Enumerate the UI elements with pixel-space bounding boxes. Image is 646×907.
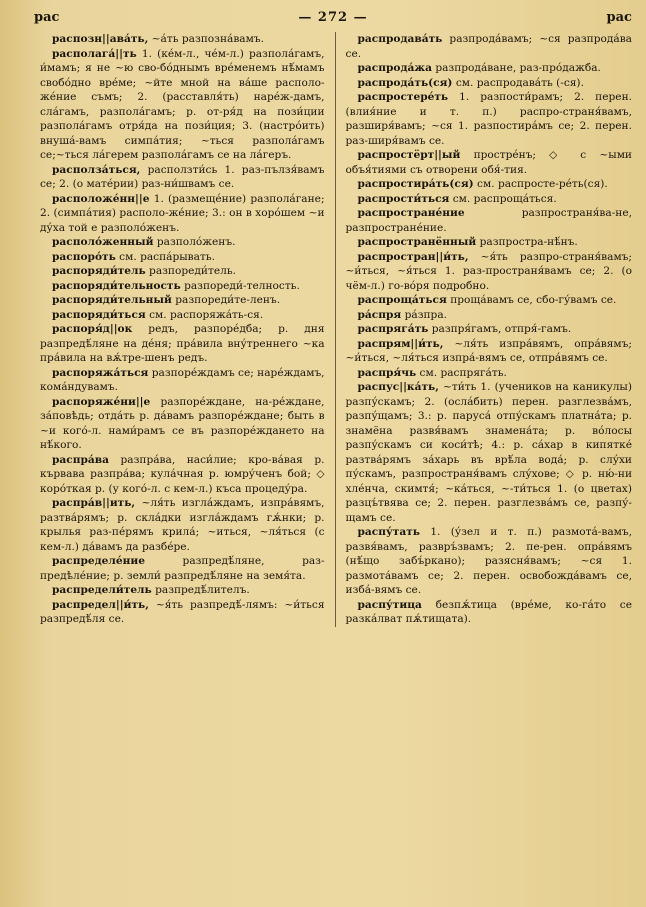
entry-definition: разполо́женъ. <box>156 236 236 248</box>
entry-headword: распредел||и́ть, <box>52 598 149 611</box>
entry-definition: разпореди́те-ленъ. <box>175 294 281 306</box>
entry-headword: распрости́ться <box>357 192 450 205</box>
entry-definition: разпореди́-телность. <box>184 279 300 292</box>
dictionary-entry <box>346 308 632 323</box>
page-header <box>34 10 632 32</box>
entry-definition: разпредѣ́лителъ. <box>155 584 250 596</box>
entry-headword: распрода́ть(ся) <box>357 76 453 89</box>
running-head-left: рас <box>34 10 60 25</box>
dictionary-entry <box>40 598 325 627</box>
entry-definition: безпѫ́тица (вре́ме, ко-га́то се разка́лват пѫ́тищата). <box>345 598 632 625</box>
column-divider <box>335 32 336 627</box>
columns <box>40 32 632 627</box>
entry-definition: 1. (ке́м-л., че́м-л.) разпола́гамъ, и́мамъ; я не ~ю сво-бо́днымъ вре́менемъ нѣ́мамъ свобо́дно вре́ме; ~йте мной на ва́ше располо-же́ние съмъ; 2. (расставля́ть) наре́ж-дамъ, сла́гамъ, разпола́гамъ; р. от-ря́д на пози́ции разпола́гамъ отря́да на пози́ция; 3. (настро́ить) внуша́-вамъ симпа́тия; ~ться разпола́гамъ се;~ться ла́герем разпола́гамъ се на ла́геръ. <box>40 47 325 161</box>
entry-definition: ~ти́ть 1. (учеников на каникулы) разпу́скамъ; 2. (осла́бить) перен. разглезва́мъ, разпу́щамъ; 3.: р. паруса́ отпу́скамъ платна́та; р. знамёна развя́вамъ знамена́та; р. во́лосы разпу́скамъ си коси́тѣ; 4.: р. са́хар в кипятке́ разтва́рямъ за́харь въ врѣ́ла вода́; р. слу́хи пу́скамъ, разпространя́вамъ слу́хове; ◇ р. ню́-ни хле́нча, скимтя́; ~ка́ться, ~-ти́ться 1. (о цветах) разцъ́твява се; 2. перен. разглезва́мъ се, разпу́-щамъ се. <box>345 381 633 524</box>
entry-definition: простре́нъ; ◇ с ~ыми объя́тиями съ отворени обя́-тия. <box>345 149 632 176</box>
entry-definition: см. распродава́ть (-ся). <box>455 76 584 89</box>
dictionary-entry <box>346 90 632 148</box>
entry-headword: распу́тать <box>357 526 420 538</box>
entry-definition: 1. (размеще́ние) разпола́гане; 2. (симпа́тия) располо-же́ние; 3.: он в хоро́шем ~и ду́ха той е разполо́женъ. <box>40 192 325 234</box>
entry-headword: распределе́ние <box>52 555 145 567</box>
dictionary-entry <box>40 554 325 583</box>
entry-headword: распростира́ть(ся) <box>357 178 474 190</box>
entry-definition: 1. (у́зел и т. п.) размота́-вамъ, развя́вамъ, развръ́звамъ; 2. пе-рен. опра́вямъ (нѣ́що забъ́ркано); разясня́вамъ; ~ся 1. размота́вамъ се; 2. перен. освобожда́вамъ се, изба́-вямъ се. <box>345 526 632 596</box>
dictionary-entry <box>346 206 632 235</box>
dictionary-entry <box>40 163 325 192</box>
dictionary-entry <box>40 47 325 163</box>
entry-definition: см. распоряжа́ть-ся. <box>149 308 264 321</box>
dictionary-entry <box>346 192 632 207</box>
entry-definition: разпростра-нѣ́нъ. <box>479 236 578 248</box>
entry-definition: 1. разпости́рамъ; 2. перен. (влия́ние и т. п.) распро-страня́вамъ, разширя́вамъ; ~ся 1. разпостира́мъ се; 2. перен. раз-ширя́вамъ се. <box>345 91 632 147</box>
dictionary-entry <box>346 61 632 76</box>
entry-headword: располо́женный <box>52 236 154 248</box>
left-column <box>40 32 325 627</box>
entry-definition: ~я́ть разпредѣ́-лямъ: ~и́ться разпредѣ́ля се. <box>40 598 325 625</box>
entry-headword: распростере́ть <box>357 91 449 103</box>
entry-headword: распус||ка́ть, <box>357 381 439 393</box>
dictionary-entry <box>346 598 632 627</box>
entry-definition: ~ля́ть изпра́вямъ, опра́вямъ; ~и́ться, ~ля́ться изпра́-вямъ се, отпра́вямъ се. <box>345 337 632 364</box>
entry-headword: распра́ва <box>52 453 109 466</box>
entry-definition: редъ, разпоре́дба; р. дня разпредѣ́ляне на де́ня; пра́вила вну́треннего ~ка пра́вила на вѫ́тре-шенъ редъ. <box>40 323 325 364</box>
dictionary-entry <box>346 235 632 250</box>
dictionary-entry <box>346 148 632 177</box>
entry-definition: разпредѣ́ляне, раз-предѣле́ние; р. земли́ разпредѣ́ляне на земя́та. <box>40 555 325 582</box>
dictionary-entry <box>40 308 325 323</box>
entry-headword: распоряже́ни||е <box>52 395 151 408</box>
dictionary-entry <box>346 76 632 91</box>
dictionary-entry <box>346 525 632 598</box>
entry-headword: распоряжа́ться <box>52 366 149 379</box>
entry-headword: распрям||и́ть, <box>357 337 444 350</box>
dictionary-entry <box>346 32 632 61</box>
dictionary-entry <box>346 380 632 525</box>
right-column <box>346 32 632 627</box>
entry-headword: распра́в||ить, <box>52 497 136 509</box>
entry-definition: разпрода́вамъ; ~ся разпрода́ва се. <box>345 33 632 60</box>
entry-definition: см. распроща́ться. <box>452 192 557 205</box>
dictionary-entry <box>40 293 325 308</box>
entry-headword: распоряди́тель <box>52 265 146 277</box>
entry-definition: расползти́сь 1. раз-пълзя́вамъ се; 2. (о мате́рии) раз-ни́швамъ се. <box>40 163 325 190</box>
entry-definition: разпря́гамъ, отпря́-гамъ. <box>431 323 572 335</box>
entry-definition: ра́зпра. <box>404 308 448 321</box>
entry-headword: распростране́ние <box>357 207 465 219</box>
entry-definition: разпореди́тель. <box>149 265 236 277</box>
dictionary-entry <box>346 366 632 381</box>
dictionary-entry <box>346 250 632 294</box>
entry-headword: располага́||ть <box>52 47 137 60</box>
dictionary-entry <box>40 235 325 250</box>
entry-headword: распространённый <box>357 236 477 248</box>
entry-definition: разпоре́ждамъ се; наре́ждамъ, кома́ндувамъ. <box>40 366 325 393</box>
entry-headword: распростёрт||ый <box>357 149 461 161</box>
entry-definition: проща́вамъ се, сбо-гу́вамъ се. <box>450 294 617 306</box>
dictionary-entry <box>40 192 325 236</box>
dictionary-entry <box>346 177 632 192</box>
entry-headword: распроща́ться <box>357 294 447 306</box>
dictionary-entry <box>346 293 632 308</box>
dictionary-entry <box>40 496 325 554</box>
dictionary-entry <box>40 32 325 47</box>
dictionary-entry <box>40 322 325 366</box>
dictionary-entry <box>346 337 632 366</box>
dictionary-entry <box>40 395 325 453</box>
dictionary-entry <box>40 264 325 279</box>
dictionary-entry <box>40 583 325 598</box>
entry-definition: см. распросте-ре́ть(ся). <box>477 178 608 190</box>
entry-headword: распоря́д||ок <box>52 323 133 335</box>
entry-definition: ~я́ть разпро-страня́вамъ; ~и́ться, ~я́ться 1. раз-пространя́вамъ се; 2. (о чём-л.) го-во́ря подробно. <box>345 250 632 292</box>
entry-definition: см. распряга́ть. <box>419 366 507 379</box>
page-number: — 272 — <box>298 10 368 25</box>
entry-definition: см. распа́рывать. <box>119 250 215 263</box>
entry-headword: распредели́тель <box>52 584 152 596</box>
entry-headword: распродава́ть <box>357 33 443 45</box>
entry-headword: распоряди́тельность <box>52 279 181 292</box>
dictionary-entry <box>40 366 325 395</box>
entry-headword: ра́спря <box>357 308 402 321</box>
entry-headword: располза́ться, <box>52 163 141 176</box>
dictionary-entry <box>40 250 325 265</box>
entry-definition: ~ля́ть изгла́ждамъ, изпра́вямъ, разтва́рямъ; р. скла́дки изгла́ждамъ гѫ́нки; р. крылья раз-пе́рямъ крила́; ~иться, ~ля́ться (с кем-л.) да́вамъ да разбе́ре. <box>40 497 325 553</box>
entry-definition: разпоре́ждане, на-ре́ждане, за́повѣдь; отда́ть р. да́вамъ разпоре́ждане; быть в ~и кого́-л. нами́рамъ се въ разпоре́ждането на нѣ́кого. <box>40 395 325 451</box>
entry-headword: распря́чь <box>357 366 417 379</box>
dictionary-entry <box>40 453 325 497</box>
entry-headword: распоряди́ться <box>52 308 146 321</box>
entry-headword: распряга́ть <box>357 323 429 335</box>
entry-headword: распозн||ава́ть, <box>52 33 149 45</box>
entry-headword: распоро́ть <box>52 250 116 263</box>
entry-definition: разпра́ва, наси́лие; кро-ва́вая р. кървава разпра́ва; кула́чная р. юмру́ченъ бой; ◇ коро́ткая р. (у кого́-л. с кем-л.) къса процеду́ра. <box>40 453 325 495</box>
entry-headword: распростран||и́ть, <box>357 250 469 263</box>
entry-headword: распрода́жа <box>357 62 432 74</box>
dictionary-entry <box>40 279 325 294</box>
entry-definition: ~а́ть разпозна́вамъ. <box>151 33 264 45</box>
entry-headword: расположе́нн||е <box>52 192 150 205</box>
entry-definition: разпространя́ва-не, разпростране́ние. <box>345 207 632 234</box>
running-head-right: рас <box>606 10 632 25</box>
entry-definition: разпрода́ване, раз-про́дажба. <box>435 62 601 74</box>
dictionary-entry <box>346 322 632 337</box>
entry-headword: распу́тица <box>357 598 422 611</box>
entry-headword: распоряди́тельный <box>52 294 172 306</box>
